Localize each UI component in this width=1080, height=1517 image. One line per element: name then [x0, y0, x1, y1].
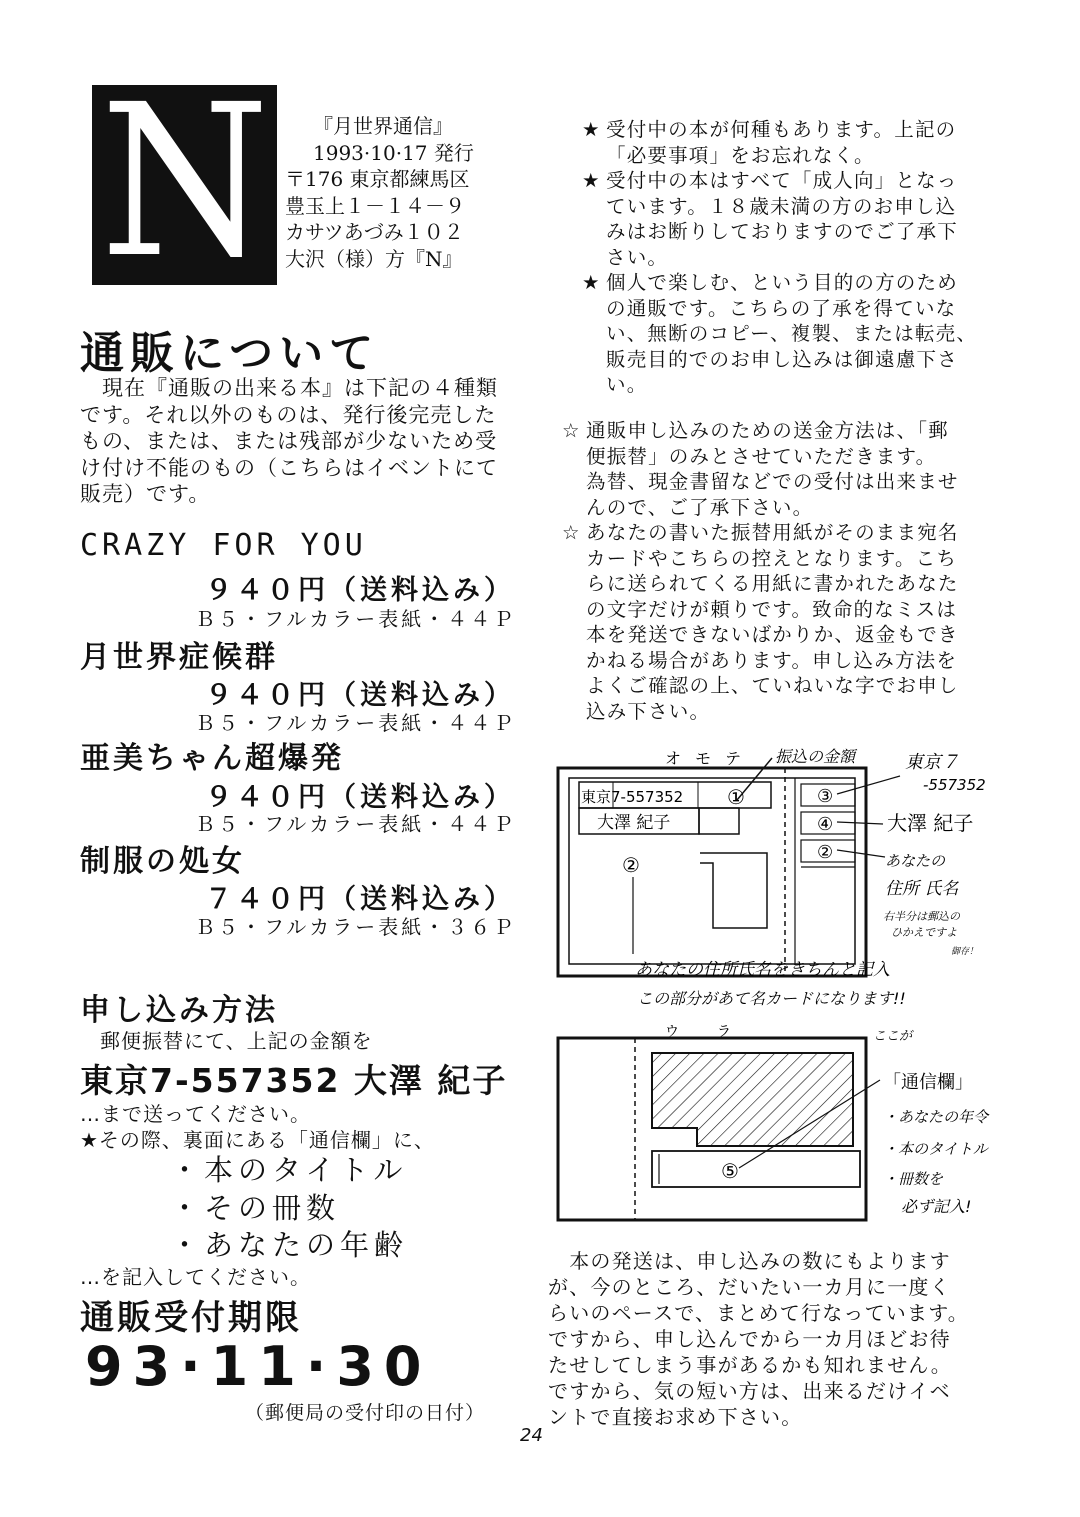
back-label: ウラ: [665, 1024, 769, 1040]
notice-line: 受付中の本はすべて「成人向」となっ: [606, 169, 958, 192]
notices: [582, 117, 1017, 398]
notice-line: さい。: [606, 245, 669, 269]
intro-line: もの、または、または残部が少ないため受: [80, 429, 498, 453]
shipping-line: ントで直接お求め下さい。: [548, 1405, 803, 1429]
book-title: CRAZY FOR YOU: [80, 528, 367, 563]
intro-line: 販売）です。: [80, 482, 211, 506]
circle-4: ④: [817, 814, 834, 835]
remittance-item: [562, 520, 1022, 724]
transfer-form-front-diagram: [555, 742, 995, 1027]
account-address: 東京7-557352 大澤 紀子: [80, 1061, 508, 1100]
circle-3: ③: [817, 786, 834, 807]
remittance-line: カードやこちらの控えとなります。こち: [586, 546, 958, 570]
howto-line: …を記入してください。: [80, 1265, 311, 1289]
field-note: 「通信欄」: [883, 1072, 973, 1093]
circle-5: ⑤: [721, 1159, 739, 1183]
remittance: [562, 418, 1022, 724]
star-icon: ★: [582, 118, 601, 141]
transfer-form-back-diagram: [555, 1018, 995, 1228]
howto-line: 郵便振替にて、上記の金額を: [100, 1029, 373, 1053]
field-item: ・本のタイトル: [883, 1140, 988, 1158]
bottom-note: あなたの住所氏名をきちんと記入: [635, 960, 890, 980]
circle-2: ②: [622, 853, 640, 877]
notice-item: [582, 117, 1017, 168]
book-title: 月世界症候群: [80, 640, 278, 675]
book-title: 制服の処女: [80, 844, 245, 879]
field-item: ・冊数を: [883, 1170, 944, 1188]
howto-bullet: ・あなたの年齢: [170, 1228, 409, 1262]
remittance-line: 本を発送できないばかりか、返金もでき: [586, 623, 959, 646]
star-icon: ★: [582, 271, 601, 294]
side-note: 御存！: [951, 947, 979, 957]
field-item: ・あなたの年令: [883, 1108, 989, 1126]
shipping-line: らいのペースで、まとめて行なっています。: [548, 1301, 969, 1325]
intro-line: け付け不能のもの（こちらはイベントにて: [80, 455, 498, 480]
star-icon: ★: [582, 169, 601, 192]
book-price: ７４０円（送料込み）: [205, 884, 515, 915]
white-star-icon: ☆: [562, 521, 581, 544]
notice-line: い。: [606, 373, 648, 396]
remittance-line: 便振替」のみとさせていただきます。: [586, 444, 937, 468]
remittance-item: [562, 418, 1022, 520]
circle-1: ①: [727, 785, 745, 809]
account-cell: 東京7-557352: [581, 788, 684, 806]
page-number: 24: [520, 1425, 543, 1446]
deadline-date: 93·11·30: [85, 1335, 432, 1398]
remittance-line: あなたの書いた振替用紙がそのまま宛名: [586, 521, 959, 544]
side-name: 大澤 紀子: [887, 811, 974, 835]
shipping-note: [548, 1248, 1018, 1430]
remittance-line: の文字だけが頼りです。致命的なミスは: [586, 597, 958, 621]
logo-n: [92, 59, 277, 304]
white-star-icon: ☆: [562, 419, 581, 442]
remittance-line: かねる場合があります。申し込み方法を: [586, 648, 958, 672]
remittance-line: らに送られてくる用紙に書かれたあなた: [586, 572, 959, 595]
mailorder-intro: [80, 375, 520, 508]
howto-line: ★その際、裏面にある「通信欄」に、: [80, 1128, 435, 1152]
colophon-line: 〒176 東京都練馬区: [285, 167, 470, 191]
side-account-number: -557352: [923, 776, 986, 794]
shipping-line: ですから、気の短い方は、出来るだけイベ: [548, 1379, 951, 1403]
colophon-line: カサツあづみ１０２: [285, 220, 464, 244]
remittance-line: よくご確認の上、ていねいな字でお申し: [586, 674, 959, 697]
side-note: 右半分は郵込の: [883, 910, 960, 923]
remittance-line: 通販申し込みのための送金方法は、「郵: [586, 419, 949, 442]
deadline-note: （郵便局の受付印の日付）: [245, 1402, 486, 1424]
book-spec: Ｂ５・フルカラー表紙・４４Ｐ: [195, 812, 517, 836]
colophon-line: 1993·10·17 発行: [313, 140, 474, 165]
howto-line: …まで送ってください。: [80, 1102, 311, 1126]
colophon-line: 大沢（様）方『N』: [285, 246, 463, 271]
front-label: オモテ: [665, 749, 756, 768]
side-account: 東京７: [905, 752, 959, 773]
notice-line: 「必要事項」をお忘れなく。: [606, 143, 875, 167]
mailorder-heading: 通販について: [80, 328, 380, 379]
notice-line: 受付中の本が何種もあります。上記の: [606, 118, 957, 141]
side-yours: あなたの: [885, 852, 946, 870]
book-price: ９４０円（送料込み）: [205, 782, 515, 813]
shipping-line: 本の発送は、申し込みの数にもよります: [548, 1249, 951, 1273]
notice-line: の通販です。こちらの了承を得ていな: [606, 296, 957, 320]
book-spec: Ｂ５・フルカラー表紙・４４Ｐ: [195, 607, 517, 631]
book-title: 亜美ちゃん超爆発: [80, 741, 344, 776]
book-price: ９４０円（送料込み）: [205, 575, 515, 606]
notice-line: い、無断のコピー、複製、または転売、: [606, 322, 978, 345]
notice-line: みはお断りしておりますのでご了承下: [606, 220, 958, 243]
remittance-line: 込み下さい。: [586, 699, 711, 723]
colophon-line: 『月世界通信』: [313, 114, 453, 138]
shipping-line: が、今のところ、だいたい一カ月に一度く: [548, 1275, 951, 1299]
colophon: [285, 113, 495, 272]
remittance-line: んので、ご了承下さい。: [586, 495, 814, 519]
shipping-line: たせしてしまう事があるかも知れません。: [548, 1353, 952, 1377]
book-spec: Ｂ５・フルカラー表紙・４４Ｐ: [195, 711, 517, 735]
notice-line: 販売目的でのお申し込みは御遠慮下さ: [606, 347, 958, 371]
name-cell: 大澤 紀子: [597, 813, 671, 833]
deadline-heading: 通販受付期限: [80, 1298, 302, 1338]
amount-note: 振込の金額: [775, 747, 856, 766]
side-address-name: 住所 氏名: [885, 879, 959, 899]
must-note: 必ず記入!: [901, 1197, 972, 1216]
howto-heading: 申し込み方法: [80, 993, 278, 1028]
remittance-line: 為替、現金書留などでの受付は出来ませ: [586, 470, 959, 493]
intro-line: です。それ以外のものは、発行後完売した: [80, 402, 497, 427]
notice-item: [582, 270, 1017, 398]
notice-line: ています。１８歳未満の方のお申し込: [606, 194, 957, 218]
howto-bullet: ・その冊数: [170, 1191, 341, 1225]
notice-line: 個人で楽しむ、という目的の方のため: [606, 271, 958, 294]
howto-bullet: ・本のタイトル: [170, 1153, 408, 1187]
notice-item: [582, 168, 1017, 270]
bottom-note: この部分があて名カードになります!!: [637, 989, 906, 1008]
circle-2b: ②: [817, 842, 834, 863]
book-price: ９４０円（送料込み）: [205, 680, 515, 711]
shipping-line: ですから、申し込んでから一カ月ほどお待: [548, 1327, 951, 1351]
intro-line: 現在『通販の出来る本』は下記の４種類: [80, 376, 498, 400]
logo-letter: N: [99, 59, 270, 304]
side-note: ひかえですよ: [891, 926, 957, 939]
here-note: ここが: [873, 1029, 913, 1044]
book-spec: Ｂ５・フルカラー表紙・３６Ｐ: [195, 915, 517, 939]
colophon-line: 豊玉上１－１４－９: [285, 193, 465, 218]
